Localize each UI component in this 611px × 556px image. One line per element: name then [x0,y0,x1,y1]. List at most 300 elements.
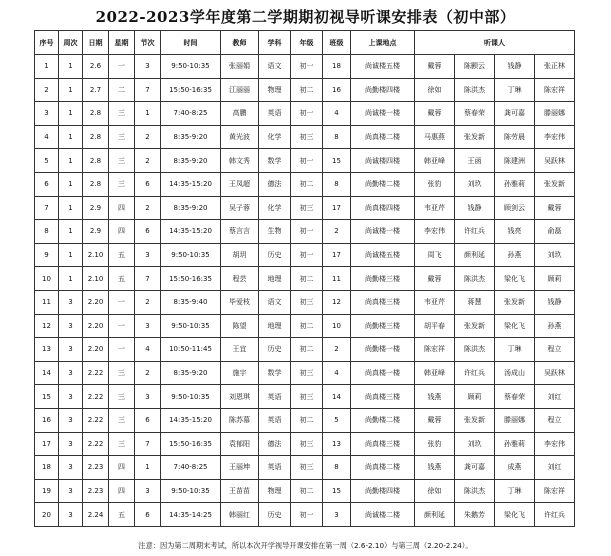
table-cell: 滕丽娜 [535,102,575,126]
table-cell: 五 [109,267,135,291]
table-cell: 14:35-15:20 [161,172,221,196]
table-cell: 3 [59,338,83,362]
table-cell: 梁化飞 [495,267,535,291]
table-cell: 张丽娟 [221,55,259,79]
table-cell: 2.8 [83,172,109,196]
table-cell: 尚真楼三楼 [351,385,415,409]
table-cell: 15 [323,479,351,503]
header-cell: 日期 [83,31,109,55]
table-cell: 吴跃林 [535,361,575,385]
header-cell: 上课地点 [351,31,415,55]
table-cell: 初一 [291,55,323,79]
table-cell: 陈宏祥 [535,78,575,102]
schedule-table [34,30,575,527]
table-cell: 张发新 [495,290,535,314]
table-cell: 尚真楼三楼 [351,290,415,314]
table-cell: 2.6 [83,55,109,79]
table-cell: 3 [135,314,161,338]
table-cell: 语文 [259,55,291,79]
table-cell: 刘红 [535,456,575,480]
table-cell: 尚诚楼五楼 [351,55,415,79]
table-cell: 五 [109,243,135,267]
table-cell: 程立 [535,408,575,432]
table-cell: 2.8 [83,125,109,149]
table-cell: 成燕 [495,456,535,480]
table-row [35,102,575,126]
table-cell: 7 [135,432,161,456]
table-cell: 20 [35,503,59,527]
table-cell: 王丽坤 [221,456,259,480]
table-cell: 四 [109,479,135,503]
table-cell: 三 [109,432,135,456]
table-cell: 2.24 [83,503,109,527]
table-cell: 韦亚芹 [415,290,455,314]
table-cell: 历史 [259,338,291,362]
table-cell: 1 [59,149,83,173]
table-cell: 张发新 [455,314,495,338]
table-cell: 毕爱枝 [221,290,259,314]
table-cell: 16 [323,78,351,102]
table-cell: 丁琳 [495,338,535,362]
table-cell: 张发新 [455,408,495,432]
table-cell: 15:50-16:35 [161,267,221,291]
table-cell: 尚勤楼三楼 [351,267,415,291]
table-cell: 德法 [259,432,291,456]
table-cell: 7 [135,267,161,291]
table-cell: 初二 [291,338,323,362]
table-cell: 尚勤楼一楼 [351,338,415,362]
table-cell: 4 [323,102,351,126]
table-cell: 钱燕 [415,385,455,409]
table-cell: 二 [109,78,135,102]
table-cell: 程立 [535,338,575,362]
table-cell: 物理 [259,78,291,102]
table-cell: 张发新 [455,125,495,149]
table-cell: 10 [35,267,59,291]
table-cell: 11 [35,290,59,314]
table-cell: 钱亮 [495,220,535,244]
table-cell: 颜利延 [415,503,455,527]
table-cell: 初三 [291,290,323,314]
table-cell: 17 [35,432,59,456]
table-cell: 14:35-15:20 [161,408,221,432]
table-cell: 俞磊 [535,220,575,244]
table-cell: 3 [59,361,83,385]
table-cell: 孙燕 [495,243,535,267]
table-cell: 3 [59,456,83,480]
table-cell: 10:50-11:45 [161,338,221,362]
table-cell: 初二 [291,314,323,338]
table-cell: 三 [109,172,135,196]
table-cell: 3 [59,432,83,456]
table-cell: 蔡春荣 [455,102,495,126]
table-cell: 历史 [259,503,291,527]
table-cell: 许红兵 [535,503,575,527]
table-cell: 初二 [291,78,323,102]
table-cell: 刘恩琪 [221,385,259,409]
table-cell: 2.20 [83,314,109,338]
table-cell: 程芸 [221,267,259,291]
table-cell: 尚真楼四楼 [351,196,415,220]
table-cell: 15:50-16:35 [161,78,221,102]
table-cell: 初一 [291,243,323,267]
table-row [35,385,575,409]
table-cell: 三 [109,408,135,432]
table-row [35,267,575,291]
table-cell: 7 [35,196,59,220]
table-cell: 英语 [259,385,291,409]
table-cell: 2.8 [83,102,109,126]
table-cell: 四 [109,220,135,244]
table-cell: 14:35-14:25 [161,503,221,527]
table-cell: 地理 [259,314,291,338]
table-cell: 6 [135,220,161,244]
table-cell: 15 [35,385,59,409]
table-cell: 1 [59,55,83,79]
table-cell: 李宏伟 [535,432,575,456]
table-cell: 6 [135,172,161,196]
table-cell: 初二 [291,172,323,196]
table-cell: 17 [323,243,351,267]
table-cell: 陈洪杰 [455,267,495,291]
table-cell: 2.20 [83,290,109,314]
table-cell: 马惠燕 [415,125,455,149]
table-row [35,243,575,267]
table-cell: 1 [59,243,83,267]
table-cell: 7 [135,78,161,102]
table-cell: 尚诚楼一楼 [351,220,415,244]
table-cell: 周飞 [415,243,455,267]
table-cell: 四 [109,196,135,220]
table-cell: 一 [109,314,135,338]
header-cell: 班级 [323,31,351,55]
table-cell: 生物 [259,220,291,244]
table-cell: 钱燕 [415,456,455,480]
table-cell: 徐如 [415,78,455,102]
table-cell: 四 [109,456,135,480]
table-cell: 3 [59,408,83,432]
table-cell: 吴跃林 [535,149,575,173]
table-cell: 刘玖 [455,172,495,196]
table-cell: 数学 [259,149,291,173]
header-cell: 学科 [259,31,291,55]
table-cell: 5 [35,149,59,173]
table-cell: 李宏伟 [535,125,575,149]
table-cell: 8 [323,172,351,196]
table-row [35,78,575,102]
table-cell: 2.8 [83,149,109,173]
table-cell: 许红兵 [455,361,495,385]
table-cell: 尚真楼三楼 [351,432,415,456]
table-cell: 3 [59,290,83,314]
table-cell: 2.20 [83,338,109,362]
table-cell: 初二 [291,267,323,291]
table-cell: 3 [59,385,83,409]
table-cell: 12 [323,290,351,314]
table-cell: 9:50-10:35 [161,314,221,338]
table-cell: 17 [323,196,351,220]
table-cell: 初一 [291,149,323,173]
table-cell: 化学 [259,196,291,220]
table-cell: 14 [35,361,59,385]
table-cell: 韩丽红 [221,503,259,527]
footer-note: 注意：因为第二周期末考试，所以本次开学视导开课安排在第一周（2.6-2.10）与第三周（2.20-2.24）。 [138,541,473,550]
table-cell: 3 [323,503,351,527]
table-cell: 2.23 [83,479,109,503]
table-cell: 陈苏慕 [221,408,259,432]
table-cell: 18 [323,55,351,79]
table-cell: 英语 [259,408,291,432]
table-cell: 化学 [259,125,291,149]
schedule-body [35,55,575,527]
table-cell: 13 [323,432,351,456]
table-cell: 初二 [291,408,323,432]
table-cell: 18 [35,456,59,480]
table-cell: 3 [59,314,83,338]
table-cell: 江丽丽 [221,78,259,102]
table-cell: 英语 [259,456,291,480]
table-cell: 李宏伟 [415,220,455,244]
table-cell: 尚勤楼三楼 [351,314,415,338]
table-cell: 韦亚芹 [415,196,455,220]
table-cell: 8 [323,125,351,149]
table-cell: 朱鹅芳 [455,503,495,527]
header-row [35,31,575,55]
table-cell: 3 [59,503,83,527]
table-cell: 顾莉 [455,385,495,409]
table-cell: 张正林 [535,55,575,79]
table-cell: 1 [59,196,83,220]
table-cell: 9:50-10:35 [161,479,221,503]
table-cell: 2 [135,361,161,385]
table-cell: 龚可嘉 [455,456,495,480]
table-cell: 3 [135,385,161,409]
table-cell: 1 [135,102,161,126]
table-cell: 3 [35,102,59,126]
table-cell: 1 [59,220,83,244]
table-row [35,196,575,220]
table-cell: 顾莉 [535,267,575,291]
table-cell: 7:40-8:25 [161,456,221,480]
table-cell: 初一 [291,503,323,527]
table-cell: 张发新 [535,172,575,196]
table-cell: 吴子蓉 [221,196,259,220]
table-cell: 2.10 [83,267,109,291]
header-cell: 节次 [135,31,161,55]
table-cell: 尚诚楼四楼 [351,149,415,173]
table-cell: 许红兵 [455,220,495,244]
table-cell: 陈建洲 [495,149,535,173]
table-row [35,456,575,480]
table-cell: 4 [323,361,351,385]
table-cell: 戴蓉 [535,196,575,220]
table-cell: 2 [323,338,351,362]
table-cell: 1 [59,172,83,196]
table-cell: 蔡春荣 [495,385,535,409]
table-cell: 初二 [291,479,323,503]
table-cell: 16 [35,408,59,432]
table-cell: 徐如 [415,479,455,503]
table-row [35,408,575,432]
table-cell: 刘红 [535,385,575,409]
table-row [35,361,575,385]
header-cell: 序号 [35,31,59,55]
table-row [35,432,575,456]
table-cell: 2.22 [83,408,109,432]
table-cell: 初三 [291,196,323,220]
table-cell: 8:35-9:20 [161,149,221,173]
table-cell: 6 [35,172,59,196]
table-cell: 陈望 [221,314,259,338]
table-cell: 15 [323,149,351,173]
table-cell: 颜利延 [455,243,495,267]
table-cell: 2 [323,220,351,244]
table-cell: 钱静 [455,196,495,220]
table-cell: 2.9 [83,196,109,220]
table-cell: 14 [323,385,351,409]
table-cell: 袁郁阳 [221,432,259,456]
table-cell: 5 [323,408,351,432]
table-cell: 三 [109,149,135,173]
table-cell: 三 [109,361,135,385]
table-cell: 尚勤楼四楼 [351,479,415,503]
header-cell: 时间 [161,31,221,55]
table-cell: 汤成山 [495,361,535,385]
table-cell: 1 [35,55,59,79]
table-row [35,172,575,196]
table-cell: 陈宏祥 [415,338,455,362]
table-cell: 尚勤楼四楼 [351,78,415,102]
table-cell: 初三 [291,361,323,385]
table-cell: 孙雅莉 [495,432,535,456]
table-cell: 尚真楼二楼 [351,125,415,149]
table-cell: 8 [323,456,351,480]
table-cell: 8:35-9:20 [161,196,221,220]
table-cell: 韩亚峰 [415,361,455,385]
table-cell: 一 [109,55,135,79]
table-cell: 11 [323,267,351,291]
table-cell: 三 [109,385,135,409]
table-cell: 张豹 [415,172,455,196]
table-cell: 14:35-15:20 [161,220,221,244]
table-cell: 丁琳 [495,78,535,102]
table-cell: 2.23 [83,456,109,480]
table-cell: 物理 [259,479,291,503]
table-cell: 19 [35,479,59,503]
table-cell: 尚真楼一楼 [351,361,415,385]
table-cell: 初三 [291,385,323,409]
table-cell: 8:35-9:20 [161,125,221,149]
table-cell: 龚可嘉 [495,102,535,126]
table-cell: 1 [59,125,83,149]
table-cell: 陈洪杰 [455,479,495,503]
table-row [35,338,575,362]
table-cell: 2 [135,125,161,149]
table-cell: 1 [135,456,161,480]
table-cell: 语文 [259,290,291,314]
table-cell: 一 [109,338,135,362]
table-cell: 刘玖 [535,243,575,267]
table-row [35,314,575,338]
table-cell: 12 [35,314,59,338]
table-cell: 2.10 [83,243,109,267]
table-cell: 6 [135,408,161,432]
table-cell: 4 [135,338,161,362]
table-cell: 2 [135,196,161,220]
table-cell: 黄光波 [221,125,259,149]
table-cell: 1 [59,267,83,291]
table-cell: 15:50-16:35 [161,432,221,456]
table-cell: 蒋慧 [455,290,495,314]
table-cell: 陈洪杰 [455,78,495,102]
table-cell: 6 [135,503,161,527]
table-cell: 2 [135,290,161,314]
table-cell: 五 [109,503,135,527]
table-cell: 张豹 [415,432,455,456]
table-cell: 陈洪杰 [455,338,495,362]
table-cell: 陈宏祥 [535,479,575,503]
table-cell: 戴蓉 [415,267,455,291]
table-row [35,479,575,503]
table-cell: 9:50-10:35 [161,55,221,79]
table-cell: 胡玥 [221,243,259,267]
table-cell: 1 [59,102,83,126]
header-cell: 教师 [221,31,259,55]
table-cell: 尚勤楼二楼 [351,408,415,432]
table-row [35,290,575,314]
table-cell: 尚勤楼二楼 [351,172,415,196]
table-cell: 3 [135,479,161,503]
table-cell: 8 [35,220,59,244]
table-cell: 滕丽娜 [495,408,535,432]
table-cell: 孙雅莉 [495,172,535,196]
table-cell: 尚诚楼五楼 [351,243,415,267]
table-cell: 1 [59,78,83,102]
table-row [35,125,575,149]
table-cell: 施宇 [221,361,259,385]
table-cell: 刘玖 [455,432,495,456]
table-cell: 数学 [259,361,291,385]
table-cell: 戴蓉 [415,102,455,126]
table-cell: 8:35-9:40 [161,290,221,314]
table-cell: 陈劳晨 [495,125,535,149]
table-cell: 梁化飞 [495,314,535,338]
table-row [35,220,575,244]
table-cell: 一 [109,290,135,314]
table-cell: 韩文秀 [221,149,259,173]
table-cell: 3 [59,479,83,503]
table-cell: 尚诚楼二楼 [351,503,415,527]
table-cell: 英语 [259,102,291,126]
table-cell: 9:50-10:35 [161,385,221,409]
table-cell: 2.22 [83,385,109,409]
table-cell: 9 [35,243,59,267]
table-cell: 初三 [291,456,323,480]
table-cell: 初三 [291,432,323,456]
table-cell: 丁琳 [495,479,535,503]
header-cell: 年级 [291,31,323,55]
table-cell: 13 [35,338,59,362]
table-cell: 2 [135,149,161,173]
table-cell: 陈颢云 [455,55,495,79]
table-cell: 初一 [291,220,323,244]
table-cell: 3 [135,243,161,267]
header-cell: 星期 [109,31,135,55]
table-cell: 2.9 [83,220,109,244]
table-cell: 胡平春 [415,314,455,338]
table-cell: 10 [323,314,351,338]
table-cell: 高鹏 [221,102,259,126]
